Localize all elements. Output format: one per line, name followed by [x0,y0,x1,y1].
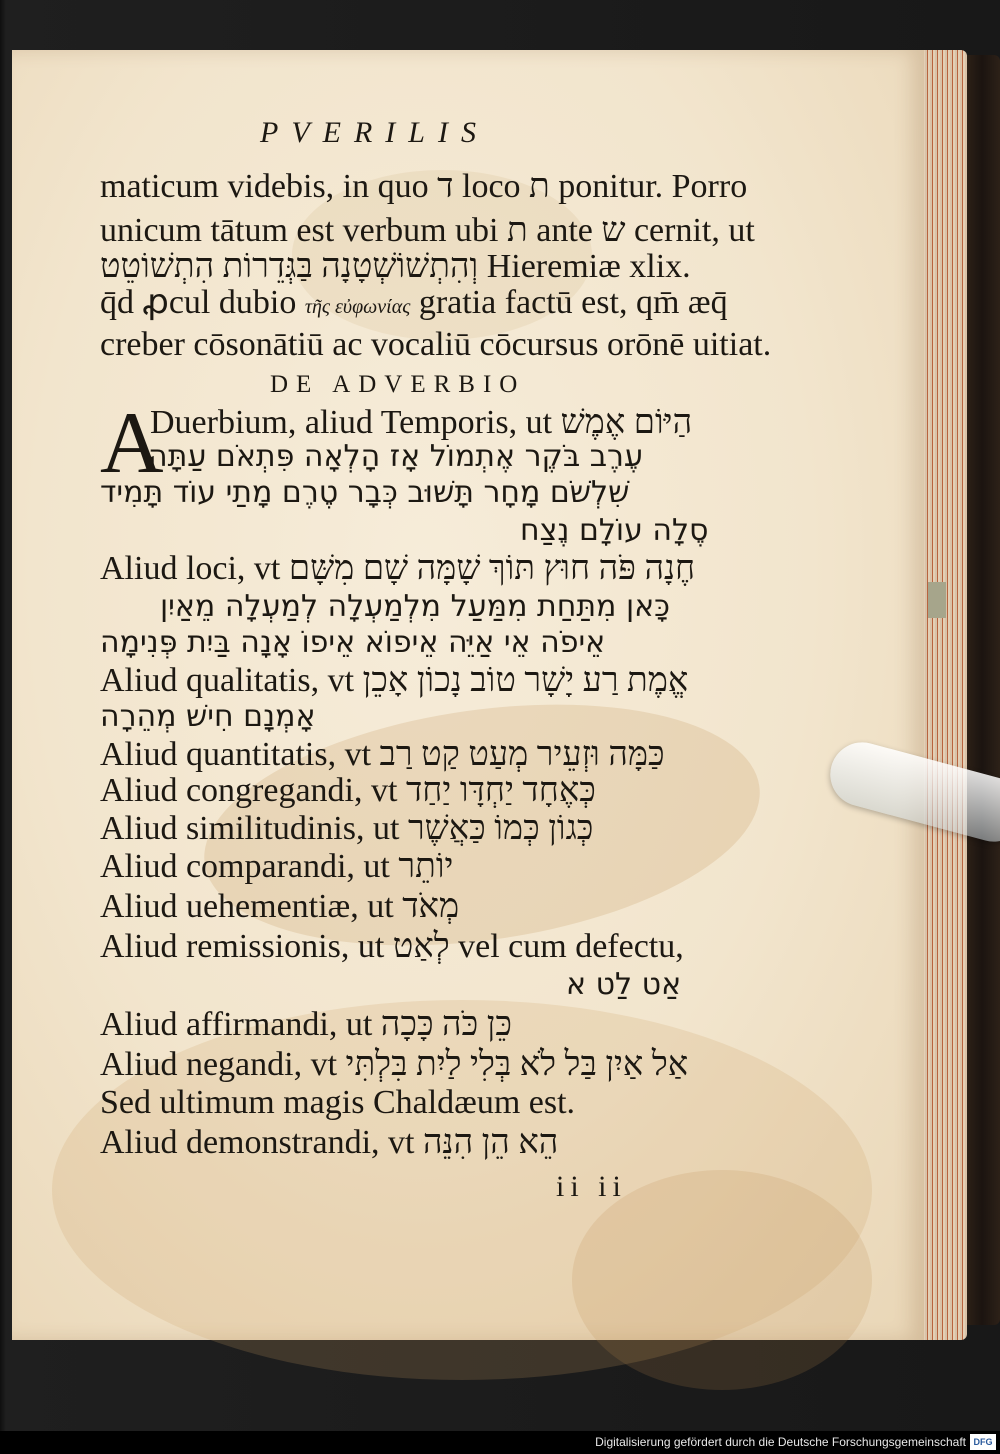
text-line: Aliud loci, vt חֶנָה פֹּה חוּץ תּוֹךְ שָׁמָּה שָׁם מִשָּׁם [100,550,696,587]
drop-capital: A [100,395,164,492]
hebrew-line: שִׁלְשֹׁם מָחָר תָּשׁוּב כְּבָר טֶרֶם מָתַי עוֹד תָּמִיד [100,475,630,510]
text-line: Sed ultimum magis Chaldæum est. [100,1084,576,1121]
text-line: Aliud comparandi, ut יוֹתֵר [100,848,454,885]
hebrew-line: אַט לַט א [566,967,682,1002]
text-line: Aliud similitudinis, ut כְּגוֹן כְּמוֹ כַּאֲשֶׁר [100,810,594,847]
text-line: unicum tātum est verbum ubi ת ante ש cernit, ut [100,212,755,249]
hebrew-line: כָּאן מִתַּחַת מִמַּעַל מִלְמַעְלָה לְמַעְלָה מֵאַיִן [160,589,671,624]
text-line: Duerbium, aliud Temporis, ut הַיּוֹם אֶמֶשׁ [150,404,693,441]
hebrew-line: אֵיפֹה אֵי אַיֵּה אֵיפוֹא אֵיפוֹ אָנָה בַּיִת פְּנִימָה [100,625,606,660]
dfg-logo: DFG [970,1434,996,1450]
greek-phrase: τῆς εὐφωνίας [304,296,411,318]
text-line: Aliud quantitatis, vt כַּמָּה וּזְעֵיר מְעַט קַט רַב [100,736,665,773]
text-line: creber cōsonātiū ac vocaliū cōcursus orōnē uitiat. [100,326,772,363]
hebrew-line: עֶרֶב בֹּקֶר אֶתְמוֹל אָז הָלְאָה פִּתְאֹם עַתָּה [148,439,644,474]
text-line: Aliud demonstrandi, vt הֵא הֵן הִנֵּה [100,1124,559,1161]
footer-credit: Digitalisierung gefördert durch die Deutsche Forschungsgemeinschaft [595,1435,966,1449]
text-span: q̄d ꝓcul dubio [100,284,297,321]
text-line: maticum videbis, in quo ד loco ת ponitur. Porro [100,168,748,205]
text-line: Aliud qualitatis, vt אֱמֶת רַע יָשָׁר טוֹב נָכוֹן אָכֵן [100,662,689,699]
text-line: Aliud congregandi, vt כְּאֶחָד יַחְדָּו יַחַד [100,772,596,809]
text-line: Aliud remissionis, ut לְאַט vel cum defectu, [100,928,684,965]
text-span: gratia factū est, qm̄ æq̄ [418,284,728,321]
text-line: וְהִתְשׁוֹשְׁטָנָה בַּגְּדֵרוֹת הִתְשׁוֹטֵט Hieremiæ xlix. [100,248,691,285]
text-line [100,286,728,320]
running-head: PVERILIS [260,116,489,149]
text-line: Aliud affirmandi, ut כֵּן כֹּה כָּכָה [100,1006,513,1043]
signature-mark: ii ii [556,1170,627,1203]
section-heading: DE ADVERBIO [270,371,526,398]
text-line: Aliud uehementiæ, ut מְאֹד [100,888,460,925]
text-line: Aliud negandi, vt אַל אַיִן בַּל לֹא בְּלִי לַיִת בִּלְתִּי [100,1046,689,1083]
hebrew-line: סֶלָה עוֹלָם נֶצַח [520,513,709,548]
hebrew-line: אָמְנָם חִישׁ מְהֵרָה [100,699,316,734]
